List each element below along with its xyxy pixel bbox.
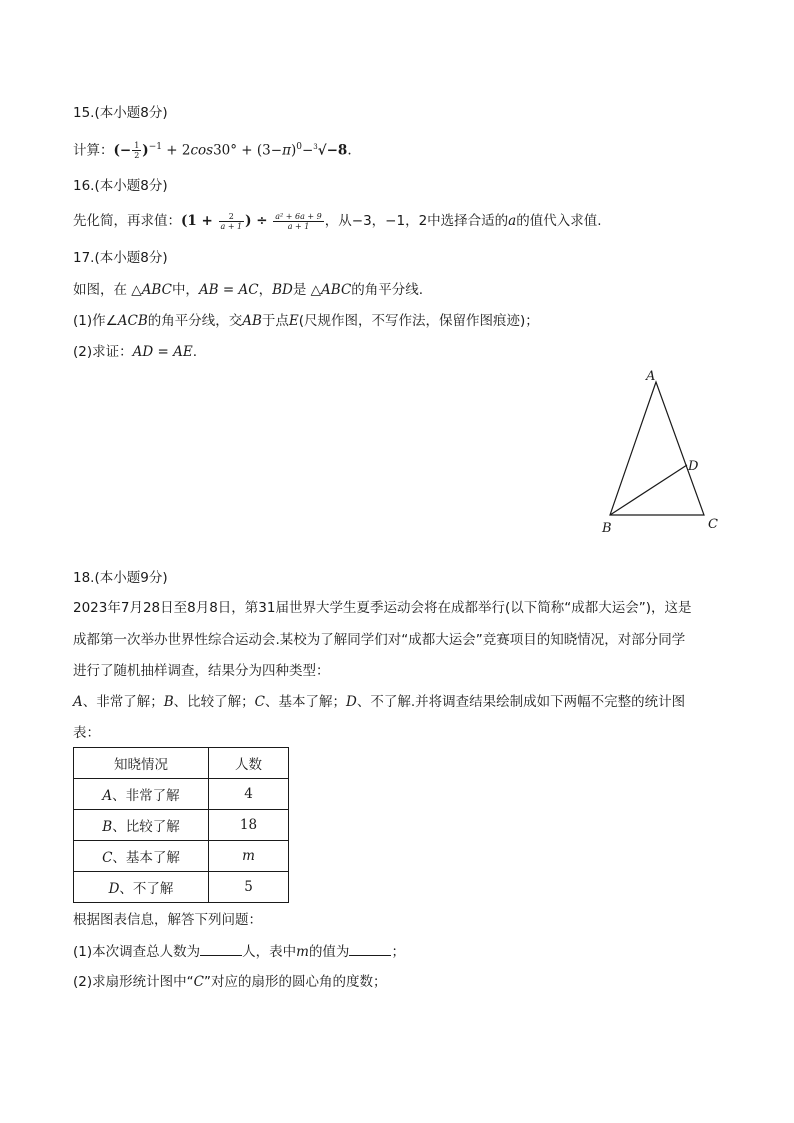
q15-expression: 计算：(− $\frac{1}{2}$ )$^{-1} + 2\cos 30^\circ + (3-\pi)^0-^3√-8$. [73, 141, 352, 160]
q16-header: 16.(本小题8分) [73, 178, 168, 194]
q18-paragraph-line3: 进行了随机抽样调查，结果分为四种类型： [73, 663, 330, 679]
triangle-figure [596, 364, 726, 540]
table-header-row [74, 748, 289, 779]
awareness-table [73, 747, 289, 903]
q15-header: 15.(本小题8分) [73, 105, 168, 121]
answer-blank-m[interactable] [349, 941, 391, 956]
label-b: B [602, 521, 612, 536]
triangle-abc [610, 382, 704, 515]
q17-stem: 如图，在 △ABC中，AB = AC，BD是 △ABC的角平分线. [73, 282, 424, 298]
q15-lead: 计算： [73, 142, 114, 159]
table-header-awareness: 知晓情况 [74, 748, 209, 779]
table-row: B、比较了解 18 [74, 810, 289, 841]
table-row: A、非常了解 4 [74, 779, 289, 810]
table-row: D、不了解 5 [74, 872, 289, 903]
table-row: C、基本了解 m [74, 841, 289, 872]
q15-fraction: $\frac{1}{2}$ [134, 141, 140, 160]
table-header-count: 人数 [209, 748, 289, 779]
cube-root: √−8 [317, 142, 348, 159]
label-a: A [646, 369, 656, 384]
q16-lead: 先化简，再求值： [73, 213, 181, 229]
label-d: D [688, 459, 699, 474]
q17-part1: (1)作∠ACB的角平分线，交AB于点E(尺规作图，不写作法，保留作图痕迹)； [73, 313, 539, 329]
q18-sub2: (2)求扇形统计图中“C”对应的扇形的圆心角的度数； [73, 974, 387, 990]
segment-bd [610, 465, 687, 515]
q18-header: 18.(本小题9分) [73, 570, 168, 586]
q18-after-table: 根据图表信息，解答下列问题： [73, 912, 262, 928]
q16-expression: 先化简，再求值：(1 + $\frac{2}{a + 1}$ ) ÷ $\frac{\text{a² + 6a + 9}}{a + 1}$ ，从−3，−1，2中选择合适的a的值代入求值. [73, 211, 602, 231]
q17-part2: (2)求证：AD = AE. [73, 344, 198, 360]
label-c: C [708, 517, 718, 532]
q18-paragraph-line2: 成都第一次举办世界性综合运动会.某校为了解同学们对“成都大运会”竞赛项目的知晓情况，对部分同学 [73, 632, 686, 648]
q18-types-line: A、非常了解；B、比较了解；C、基本了解；D、不了解.并将调查结果绘制成如下两幅不完整的统计图 [73, 694, 686, 710]
q18-paragraph-line5: 表： [73, 725, 100, 741]
answer-blank-total[interactable] [200, 941, 242, 956]
q18-sub1: (1)本次调查总人数为 人，表中m的值为 ； [73, 941, 405, 962]
q17-header: 17.(本小题8分) [73, 250, 168, 266]
q18-paragraph-line1: 2023年7月28日至8月8日，第31届世界大学生夏季运动会将在成都举行(以下简称“成都大运会”)，这是 [73, 600, 692, 616]
